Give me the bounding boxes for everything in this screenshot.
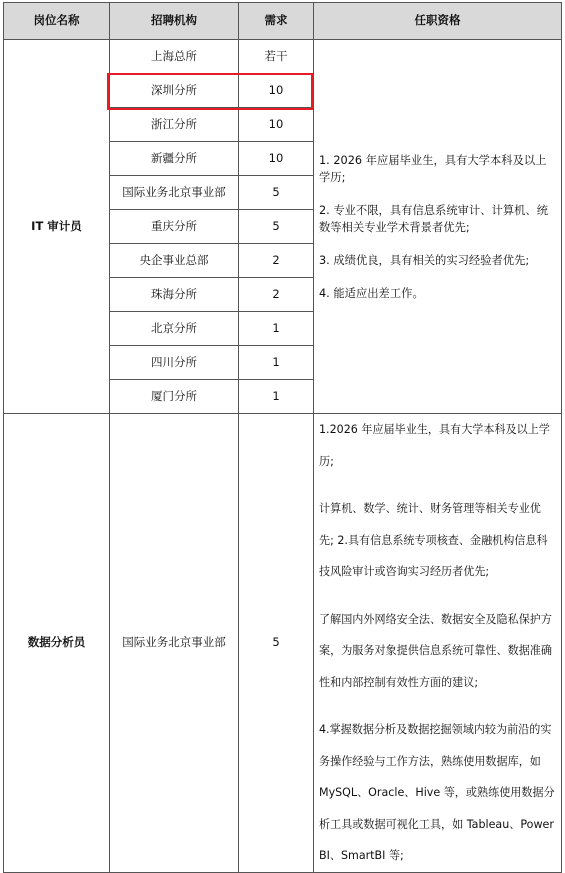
- demand-cell: 2: [239, 278, 314, 312]
- org-cell: 央企事业总部: [110, 244, 239, 278]
- org-cell: 重庆分所: [110, 210, 239, 244]
- header-position: 岗位名称: [4, 3, 110, 40]
- requirement-item: 计算机、数学、统计、财务管理等相关专业优先; 2.具有信息系统专项核查、金融机构信息科技风险审计或咨询实习经历者优先;: [319, 502, 548, 578]
- demand-cell: 10: [239, 142, 314, 176]
- requirement-item: 2. 专业不限，具有信息系统审计、计算机、统数等相关专业学术背景者优先;: [319, 203, 549, 234]
- demand-cell: 1: [239, 380, 314, 414]
- org-cell: 上海总所: [110, 40, 239, 74]
- org-cell: 四川分所: [110, 346, 239, 380]
- demand-cell: 若干: [239, 40, 314, 74]
- demand-cell: 1: [239, 346, 314, 380]
- requirement-item: 4.掌握数据分析及数据挖掘领域内较为前沿的实务操作经验与工作方法，熟练使用数据库，如 MySQL、Oracle、Hive 等，或熟练使用数据分析工具或数据可视化工具，如 Tableau、Power BI、SmartBI 等;: [319, 723, 555, 862]
- it-auditor-requirements: [314, 40, 562, 414]
- org-cell: 浙江分所: [110, 108, 239, 142]
- role-data-analyst: 数据分析员: [4, 414, 110, 873]
- org-cell: 国际业务北京事业部: [110, 176, 239, 210]
- highlight-box: [107, 73, 313, 110]
- org-cell: 新疆分所: [110, 142, 239, 176]
- requirement-item: 3. 成绩优良，具有相关的实习经验者优先;: [319, 253, 530, 267]
- requirement-item: 4. 能适应出差工作。: [319, 286, 424, 300]
- demand-cell: 5: [239, 210, 314, 244]
- recruitment-table: [3, 2, 562, 873]
- requirement-item: 1. 2026 年应届毕业生，具有大学本科及以上学历;: [319, 153, 547, 184]
- table-row: [4, 40, 562, 74]
- table-row: [4, 414, 562, 873]
- demand-cell: 2: [239, 244, 314, 278]
- requirement-item: 了解国内外网络安全法、数据安全及隐私保护方案，为服务对象提供信息系统可靠性、数据准确性和内部控制有效性方面的建议;: [319, 612, 552, 689]
- org-cell: 北京分所: [110, 312, 239, 346]
- header-demand: 需求: [239, 3, 314, 40]
- demand-cell: 1: [239, 312, 314, 346]
- demand-cell: 10: [239, 108, 314, 142]
- requirement-item: 1.2026 年应届毕业生，具有大学本科及以上学历;: [319, 423, 550, 468]
- demand-cell: 5: [239, 176, 314, 210]
- demand-cell: 5: [239, 414, 314, 873]
- demand-cell: 10: [239, 74, 314, 108]
- header-row: [4, 3, 562, 40]
- org-cell: 珠海分所: [110, 278, 239, 312]
- header-qualifications: 任职资格: [314, 3, 562, 40]
- header-org: 招聘机构: [110, 3, 239, 40]
- org-cell: 国际业务北京事业部: [110, 414, 239, 873]
- org-cell: 深圳分所: [110, 74, 239, 108]
- org-cell: 厦门分所: [110, 380, 239, 414]
- data-analyst-requirements: [314, 414, 562, 873]
- role-it-auditor: IT 审计员: [4, 40, 110, 414]
